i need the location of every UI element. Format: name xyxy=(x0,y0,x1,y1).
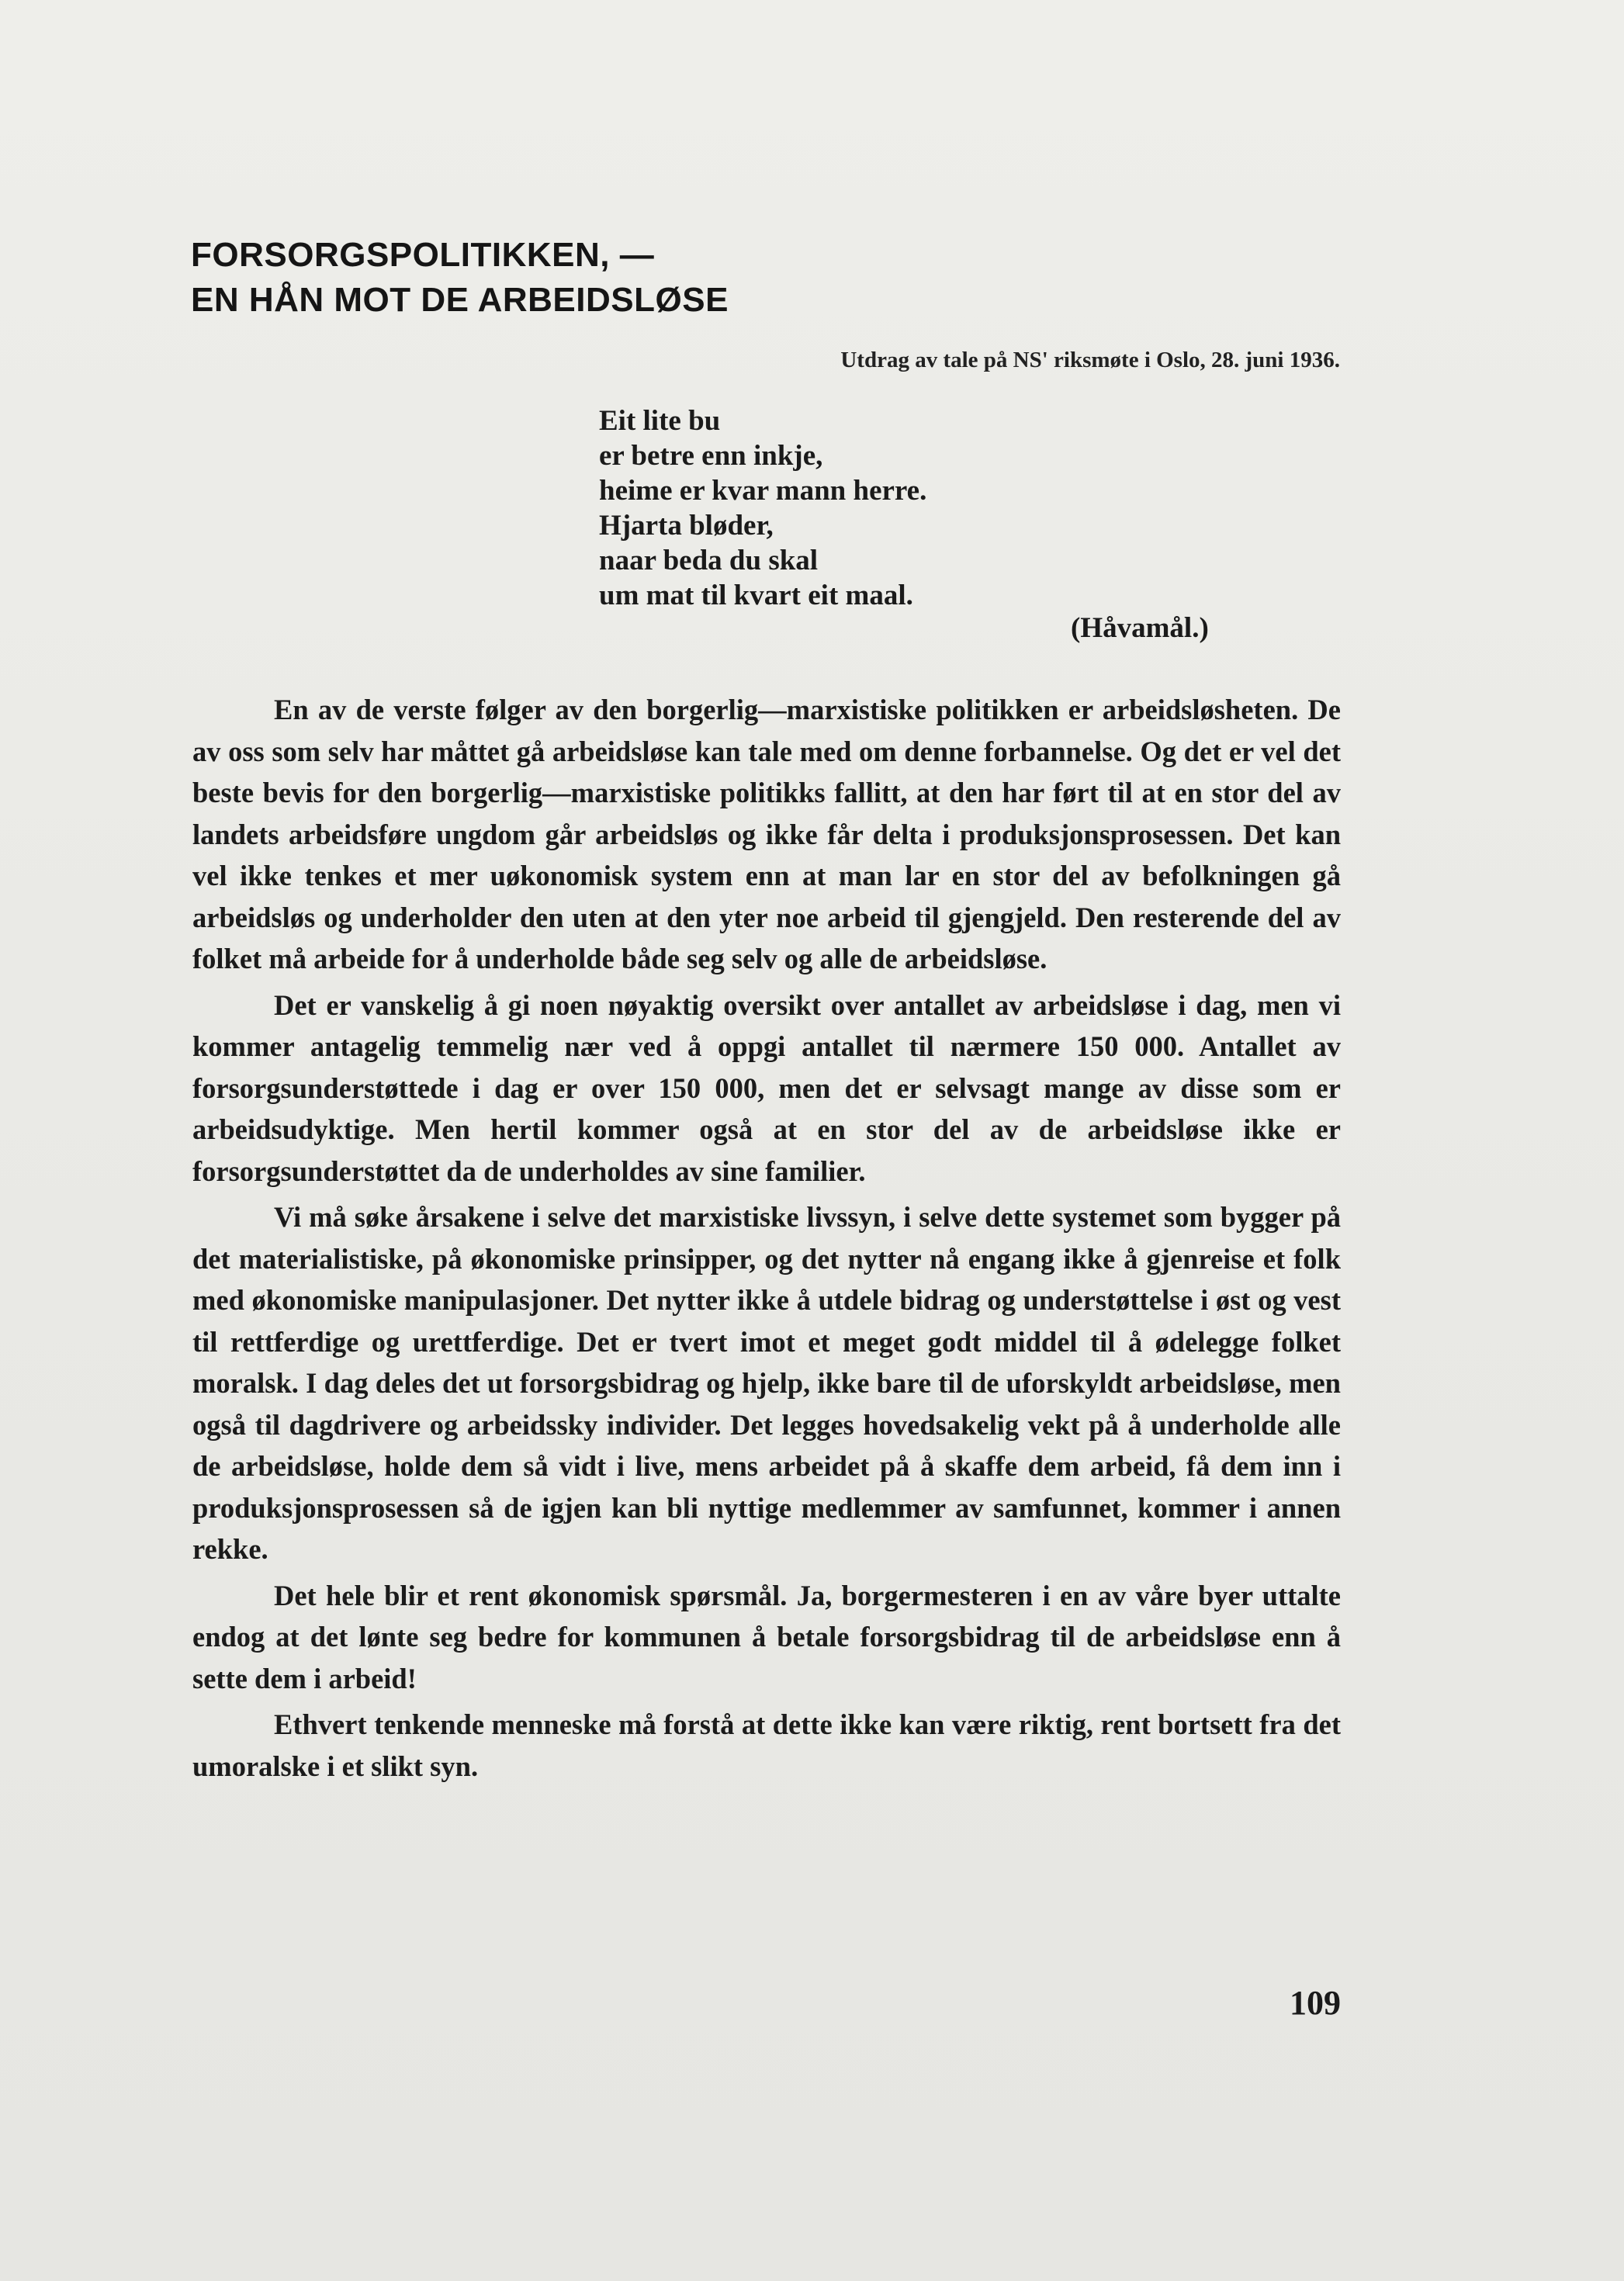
speech-source-note: Utdrag av tale på NS' riksmøte i Oslo, 28. juni 1936. xyxy=(840,348,1340,372)
poem-line: er betre enn inkje, xyxy=(599,440,823,472)
poem-line: Hjarta bløder, xyxy=(599,510,774,542)
page-number: 109 xyxy=(1290,1984,1341,2022)
poem-line: Eit lite bu xyxy=(599,405,721,437)
poem-attribution: (Håvamål.) xyxy=(1071,612,1209,644)
paragraph-3: Vi må søke årsakene i selve det marxistiske livssyn, i selve dette systemet som bygger på det materialistiske, på økonomiske prinsipper, og det nytter nå engang ikke å gjenreise et folk med økonomiske manipulasjoner. Det nytter ikke å utdele bidrag og understøttelse i øst og vest til rettferdige og urettferdige. Det er tvert imot et meget godt middel til å ødelegge folket moralsk. I dag deles det ut forsorgsbidrag og hjelp, ikke bare til de uforskyldt arbeidsløse, men også til dagdrivere og arbeidssky individer. Det legges hovedsakelig vekt på å underholde alle de arbeidsløse, holde dem så vidt i live, mens arbeidet på å skaffe dem arbeid, få dem inn i produksjonsprosessen så de igjen kan bli nyttige medlemmer av samfunnet, kommer i annen rekke. xyxy=(192,1201,1341,1565)
paragraph-5: Ethvert tenkende menneske må forstå at dette ikke kan være riktig, rent bortsett fra det umoralske i et slikt syn. xyxy=(192,1708,1341,1782)
poem-line: heime er kvar mann herre. xyxy=(599,475,927,507)
epigraph-poem xyxy=(599,403,926,613)
body-text xyxy=(192,689,1341,1787)
chapter-title-line-1: FORSORGSPOLITIKKEN, — xyxy=(191,236,655,274)
paragraph-1: En av de verste følger av den borgerlig—marxistiske politikken er arbeidsløsheten. De av oss som selv har måttet gå arbeidsløse kan tale med om denne forbannelse. Og det er vel det beste bevis for den borgerlig—marxistiske politikks fallitt, at den har ført til at en stor del av landets arbeidsføre ungdom går arbeidsløs og ikke får delta i produksjonsprosessen. Det kan vel ikke tenkes et mer uøkonomisk system enn at man lar en stor del av befolkningen gå arbeidsløs og underholder den uten at den yter noe arbeid til gjengjeld. Den resterende del av folket må arbeide for å underholde både seg selv og alle de arbeidsløse. xyxy=(192,694,1341,974)
chapter-title xyxy=(191,233,729,323)
paragraph-4: Det hele blir et rent økonomisk spørsmål. Ja, borgermesteren i en av våre byer uttalte endog at det lønte seg bedre for kommunen å betale forsorgsbidrag til de arbeidsløse enn å sette dem i arbeid! xyxy=(192,1579,1341,1694)
poem-line: um mat til kvart eit maal. xyxy=(599,580,913,611)
poem-line: naar beda du skal xyxy=(599,545,819,576)
paragraph-2: Det er vanskelig å gi noen nøyaktig oversikt over antallet av arbeidsløse i dag, men vi kommer antagelig temmelig nær ved å oppgi antallet til nærmere 150 000. Antallet av forsorgsunderstøttede i dag er over 150 000, men det er selvsagt mange av disse som er arbeidsudyktige. Men hertil kommer også at en stor del av de arbeidsløse ikke er forsorgsunderstøttet da de underholdes av sine familier. xyxy=(192,988,1341,1187)
chapter-title-line-2: EN HÅN MOT DE ARBEIDSLØSE xyxy=(191,281,729,319)
